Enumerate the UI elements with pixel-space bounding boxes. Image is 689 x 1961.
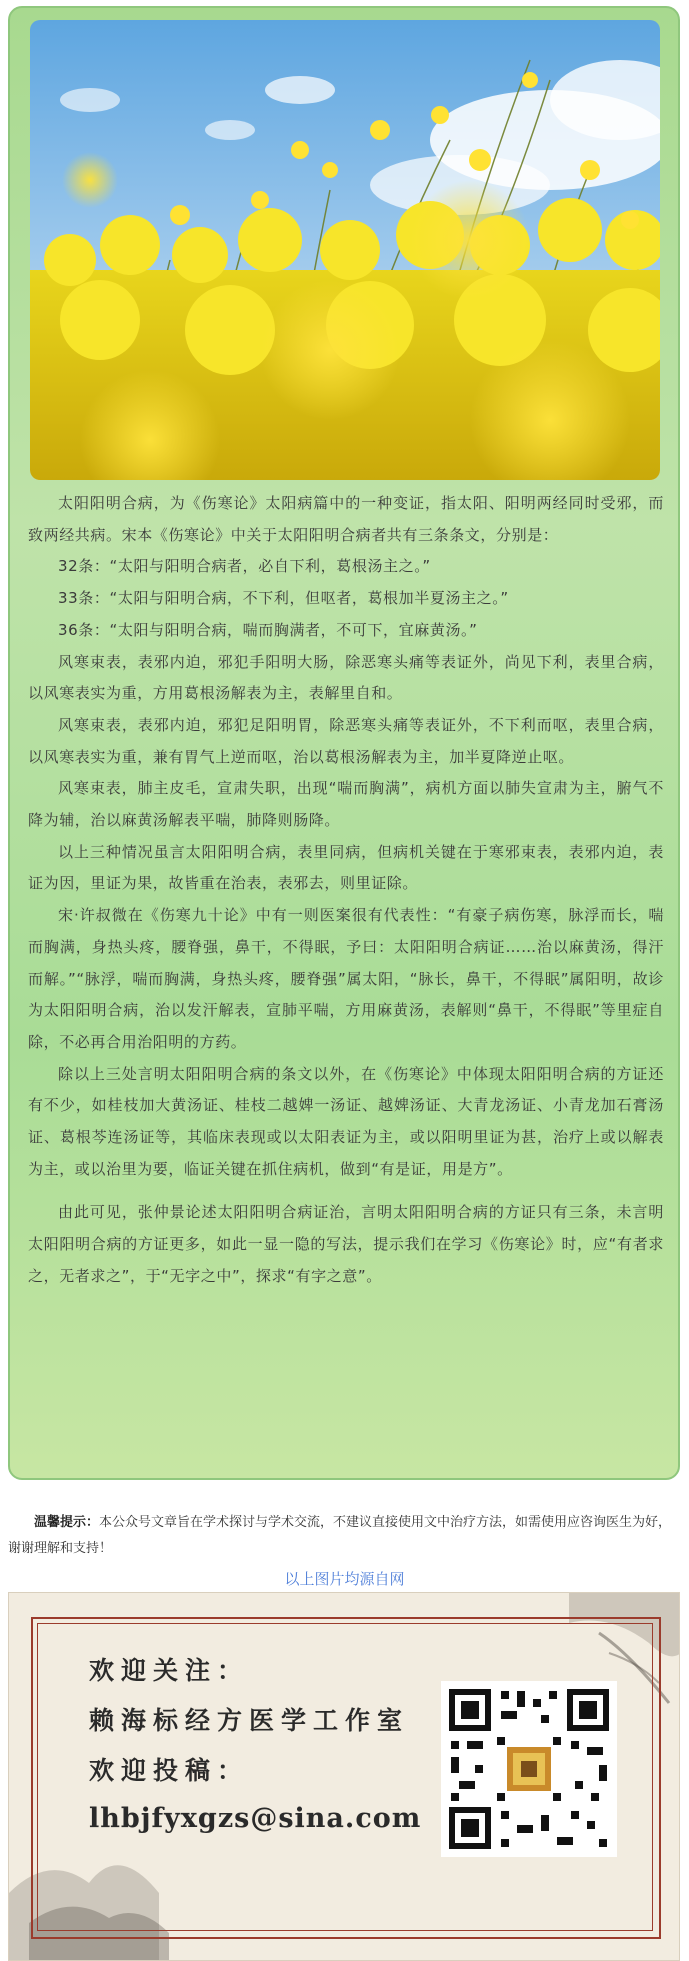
paragraph-analysis-3: 风寒束表，肺主皮毛，宣肃失职，出现“喘而胸满”，病机方面以肺失宣肃为主，腑气不降为辅，治以麻黄汤解表平喘，肺降则肠降。 (28, 779, 664, 830)
paragraph-intro: 太阳阳明合病，为《伤寒论》太阳病篇中的一种变证，指太阳、阳明两经同时受邪，而致两经共病。宋本《伤寒论》中关于太阳阳明合病者共有三条条文，分别是： (28, 494, 664, 544)
disclaimer-text: 本公众号文章旨在学术探讨与学术交流，不建议直接使用文中治疗方法，如需使用应咨询医生为好，谢谢理解和支持！ (8, 1515, 672, 1556)
article-card (8, 6, 680, 1480)
paragraph-clause-36: 36条：“太阳与阳明合病，喘而胸满者，不可下，宜麻黄汤。” (58, 620, 478, 639)
promo-submit-label: 欢迎投稿： (89, 1756, 250, 1785)
disclaimer-label: 温馨提示： (34, 1515, 100, 1530)
paragraph-clause-33: 33条：“太阳与阳明合病，不下利，但呕者，葛根加半夏汤主之。” (58, 589, 509, 608)
paragraph-other-formulas: 除以上三处言明太阳阳明合病的条文以外，在《伤寒论》中体现太阳阳明合病的方证还有不少，如桂枝加大黄汤证、桂枝二越婢一汤证、越婢汤证、大青龙汤证、小青龙加石膏汤证、葛根芩连汤证等，其临床表现或以太阳表证为主，或以阳明里证为甚，治疗上或以解表为主，或以治里为要，临证关键在抓住病机，做到“有是证，用是方”。 (28, 1064, 664, 1178)
promo-studio-name: 赖海标经方医学工作室 (89, 1706, 410, 1735)
qr-code (441, 1681, 617, 1857)
promo-email: lhbjfyxgzs@sina.com (89, 1803, 422, 1834)
paragraph-analysis-1: 风寒束表，表邪内迫，邪犯手阳明大肠，除恶寒头痛等表证外，尚见下利，表里合病，以风寒表实为重，方用葛根汤解表为主，表解里自和。 (28, 652, 664, 703)
promo-banner (8, 1592, 680, 1961)
paragraph-analysis-2: 风寒束表，表邪内迫，邪犯足阳明胃，除恶寒头痛等表证外，不下利而呕，表里合病，以风寒表实为重，兼有胃气上逆而呕，治以葛根汤解表为主，加半夏降逆止呕。 (28, 715, 664, 766)
paragraph-summary: 以上三种情况虽言太阳阳明合病，表里同病，但病机关键在于寒邪束表，表邪内迫，表证为因，里证为果，故皆重在治表，表邪去，则里证除。 (28, 842, 664, 893)
article-body (28, 488, 664, 1293)
paragraph-clause-32: 32条：“太阳与阳明合病者，必自下利，葛根汤主之。” (58, 557, 431, 576)
paragraph-case: 宋·许叔微在《伤寒九十论》中有一则医案很有代表性：“有豪子病伤寒，脉浮而长，喘而胸满，身热头疼，腰脊强，鼻干，不得眠，予曰：太阳阳明合病证……治以麻黄汤，得汗而解。”“脉浮，喘而胸满，身热头疼，腰脊强”属太阳，“脉长，鼻干，不得眠”属阳明，故诊为太阳阳明合病，治以发汗解表，宣肺平喘，方用麻黄汤，表解则“鼻干，不得眠”等里症自除，不必再合用治阳明的方药。 (28, 906, 664, 1051)
paragraph-conclusion: 由此可见，张仲景论述太阳阳明合病证治，言明太阳阳明合病的方证只有三条，未言明太阳阳明合病的方证更多，如此一显一隐的写法，提示我们在学习《伤寒论》时，应“有者求之，无者求之”，于“无字之中”，探求“有字之意”。 (28, 1203, 664, 1285)
promo-follow-label: 欢迎关注： (89, 1656, 250, 1685)
hero-photo (30, 20, 660, 480)
disclaimer (8, 1510, 680, 1562)
image-source-note: 以上图片均源自网 (284, 1570, 405, 1588)
